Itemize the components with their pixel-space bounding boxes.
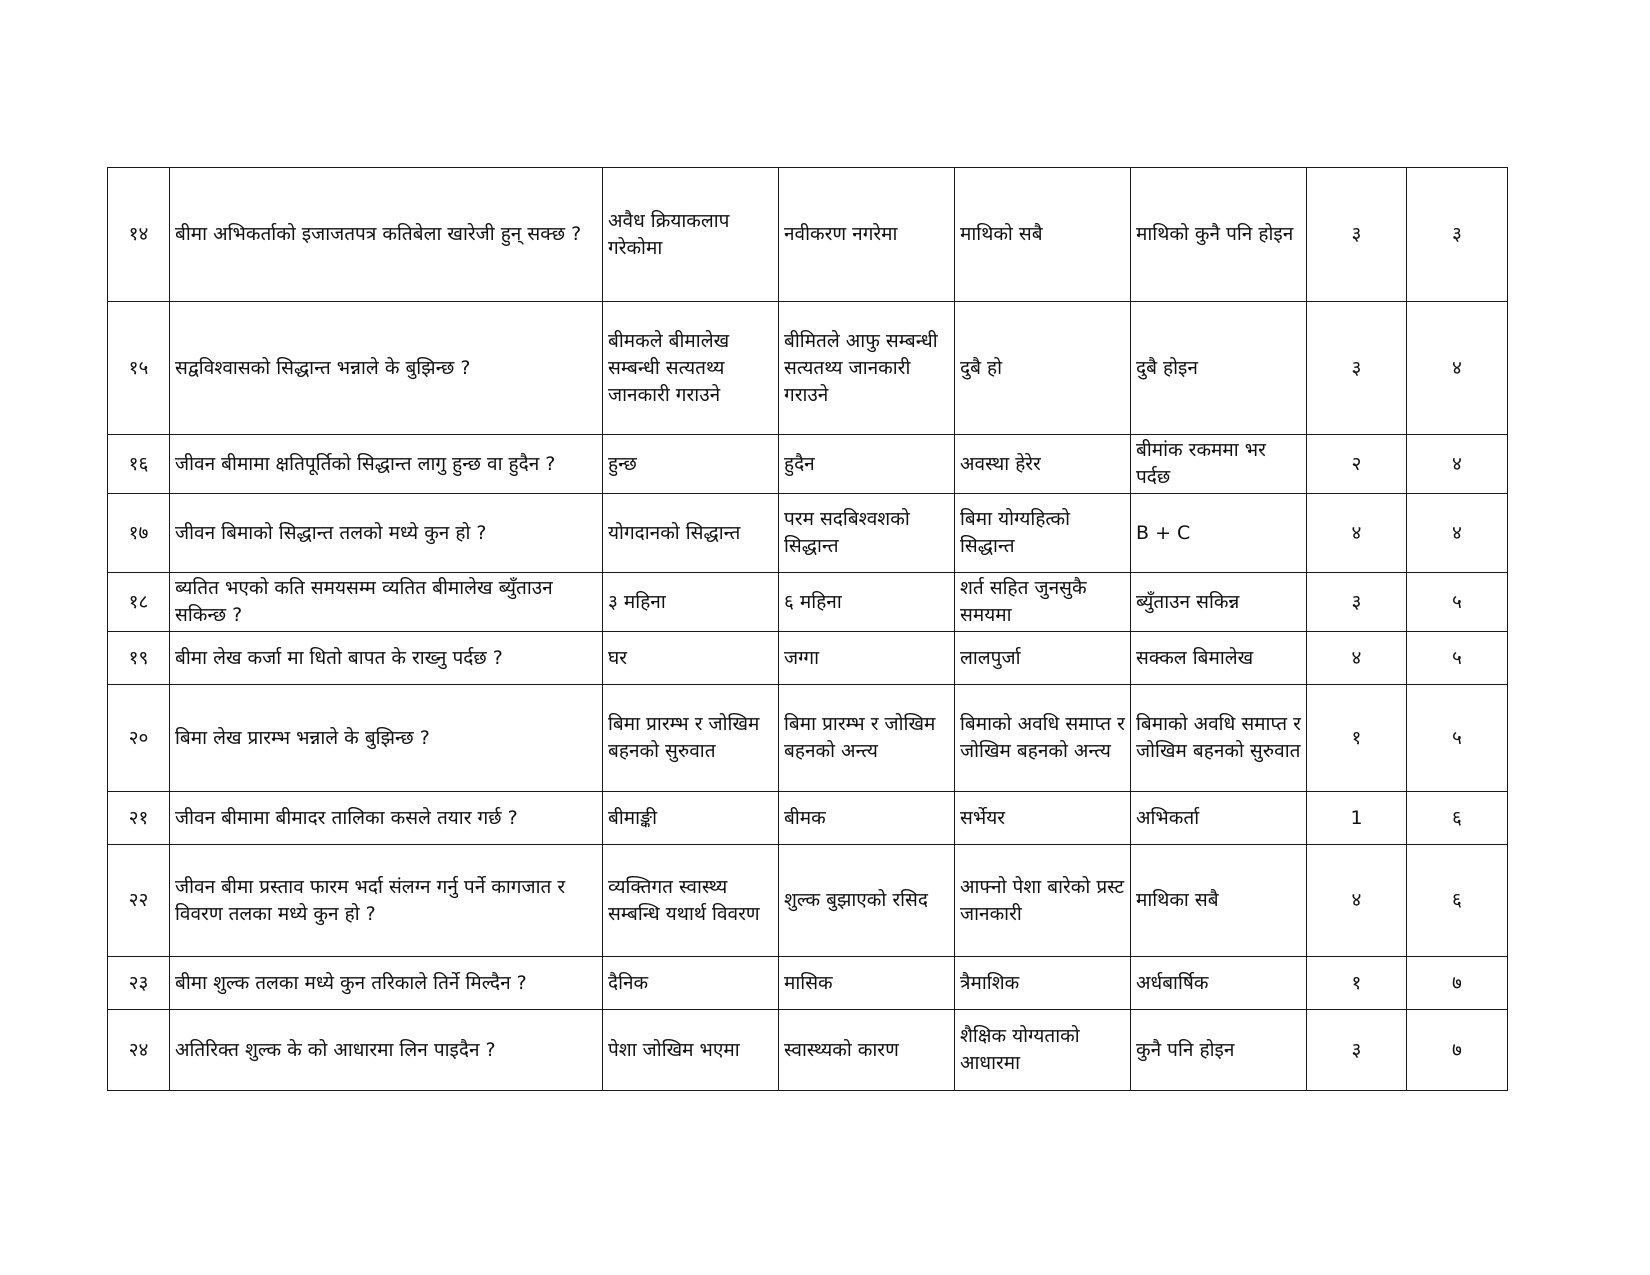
option-a: बीमाङ्की [603, 792, 779, 845]
question-text: सद्वविश्वासको सिद्धान्त भन्नाले के बुझिन्छ ? [170, 302, 603, 435]
table-row [108, 494, 1508, 573]
question-number: २४ [108, 1010, 170, 1091]
table-row [108, 632, 1508, 685]
answer-cell: ३ [1307, 302, 1407, 435]
option-c: आफ्नो पेशा बारेको प्रस्ट जानकारी [955, 845, 1131, 957]
chapter-cell: ६ [1407, 845, 1508, 957]
option-c: अवस्था हेरेर [955, 435, 1131, 494]
option-c: त्रैमाशिक [955, 957, 1131, 1010]
question-number: १५ [108, 302, 170, 435]
answer-cell: ३ [1307, 573, 1407, 632]
question-number: १८ [108, 573, 170, 632]
table-row [108, 845, 1508, 957]
chapter-cell: ७ [1407, 1010, 1508, 1091]
option-b: ६ महिना [779, 573, 955, 632]
option-a: बीमकले बीमालेख सम्बन्धी सत्यतथ्य जानकारी गराउने [603, 302, 779, 435]
option-a: दैनिक [603, 957, 779, 1010]
question-number: २३ [108, 957, 170, 1010]
option-c: माथिको सबै [955, 168, 1131, 302]
option-a: ३ महिना [603, 573, 779, 632]
answer-cell: ४ [1307, 494, 1407, 573]
table-row [108, 792, 1508, 845]
answer-cell: ४ [1307, 632, 1407, 685]
option-a: अवैध क्रियाकलाप गरेकोमा [603, 168, 779, 302]
option-b: जग्गा [779, 632, 955, 685]
question-text: जीवन बीमामा क्षतिपूर्तिको सिद्धान्त लागु हुन्छ वा हुदैन ? [170, 435, 603, 494]
answer-cell: १ [1307, 685, 1407, 792]
question-text: अतिरिक्त शुल्क के को आधारमा लिन पाइदैन ? [170, 1010, 603, 1091]
question-number: २२ [108, 845, 170, 957]
chapter-cell: ४ [1407, 302, 1508, 435]
question-table [107, 167, 1508, 1091]
question-number: २१ [108, 792, 170, 845]
question-text: बीमा शुल्क तलका मध्ये कुन तरिकाले तिर्ने मिल्दैन ? [170, 957, 603, 1010]
table-row [108, 302, 1508, 435]
option-a: व्यक्तिगत स्वास्थ्य सम्बन्धि यथार्थ विवरण [603, 845, 779, 957]
chapter-cell: ४ [1407, 435, 1508, 494]
option-b: परम सदबिश्वशको सिद्धान्त [779, 494, 955, 573]
chapter-cell: ६ [1407, 792, 1508, 845]
question-text: बीमा लेख कर्जा मा धितो बापत के राख्नु पर्दछ ? [170, 632, 603, 685]
option-c: दुबै हो [955, 302, 1131, 435]
option-d: B + C [1131, 494, 1307, 573]
option-d: अभिकर्ता [1131, 792, 1307, 845]
chapter-cell: ३ [1407, 168, 1508, 302]
option-d: बिमाको अवधि समाप्त र जोखिम बहनको सुरुवात [1131, 685, 1307, 792]
option-b: शुल्क बुझाएको रसिद [779, 845, 955, 957]
option-d: ब्युँताउन सकिन्न [1131, 573, 1307, 632]
table-row [108, 1010, 1508, 1091]
option-b: बीमितले आफु सम्बन्धी सत्यतथ्य जानकारी गराउने [779, 302, 955, 435]
table-row [108, 957, 1508, 1010]
option-a: पेशा जोखिम भएमा [603, 1010, 779, 1091]
option-a: बिमा प्रारम्भ र जोखिम बहनको सुरुवात [603, 685, 779, 792]
answer-cell: ३ [1307, 1010, 1407, 1091]
option-d: सक्कल बिमालेख [1131, 632, 1307, 685]
answer-cell: १ [1307, 957, 1407, 1010]
question-rows [108, 168, 1508, 1091]
answer-cell: 1 [1307, 792, 1407, 845]
table-row [108, 573, 1508, 632]
option-b: नवीकरण नगरेमा [779, 168, 955, 302]
option-a: हुन्छ [603, 435, 779, 494]
table-row [108, 435, 1508, 494]
question-text: जीवन बीमामा बीमादर तालिका कसले तयार गर्छ ? [170, 792, 603, 845]
question-text: जीवन बीमा प्रस्ताव फारम भर्दा संलग्न गर्नु पर्ने कागजात र विवरण तलका मध्ये कुन हो ? [170, 845, 603, 957]
option-c: लालपुर्जा [955, 632, 1131, 685]
chapter-cell: ५ [1407, 632, 1508, 685]
question-text: बीमा अभिकर्ताको इजाजतपत्र कतिबेला खारेजी हुन् सक्छ ? [170, 168, 603, 302]
chapter-cell: ७ [1407, 957, 1508, 1010]
question-number: १७ [108, 494, 170, 573]
question-text: ब्यतित भएको कति समयसम्म व्यतित बीमालेख ब्युँताउन सकिन्छ ? [170, 573, 603, 632]
option-b: स्वास्थ्यको कारण [779, 1010, 955, 1091]
question-number: २० [108, 685, 170, 792]
option-b: हुदैन [779, 435, 955, 494]
chapter-cell: ५ [1407, 573, 1508, 632]
option-b: बीमक [779, 792, 955, 845]
option-a: घर [603, 632, 779, 685]
option-d: माथिको कुनै पनि होइन [1131, 168, 1307, 302]
chapter-cell: ५ [1407, 685, 1508, 792]
question-text: जीवन बिमाको सिद्धान्त तलको मध्ये कुन हो ? [170, 494, 603, 573]
answer-cell: २ [1307, 435, 1407, 494]
option-c: शर्त सहित जुनसुकै समयमा [955, 573, 1131, 632]
option-c: बिमाको अवधि समाप्त र जोखिम बहनको अन्त्य [955, 685, 1131, 792]
option-b: बिमा प्रारम्भ र जोखिम बहनको अन्त्य [779, 685, 955, 792]
question-number: १९ [108, 632, 170, 685]
option-b: मासिक [779, 957, 955, 1010]
option-c: बिमा योग्यहित्को सिद्धान्त [955, 494, 1131, 573]
table-row [108, 685, 1508, 792]
option-d: बीमांक रकममा भर पर्दछ [1131, 435, 1307, 494]
table-row [108, 168, 1508, 302]
answer-cell: ४ [1307, 845, 1407, 957]
answer-cell: ३ [1307, 168, 1407, 302]
question-number: १६ [108, 435, 170, 494]
option-c: शैक्षिक योग्यताको आधारमा [955, 1010, 1131, 1091]
option-d: माथिका सबै [1131, 845, 1307, 957]
option-c: सर्भेयर [955, 792, 1131, 845]
option-d: अर्धबार्षिक [1131, 957, 1307, 1010]
option-d: कुनै पनि होइन [1131, 1010, 1307, 1091]
question-number: १४ [108, 168, 170, 302]
chapter-cell: ४ [1407, 494, 1508, 573]
question-text: बिमा लेख प्रारम्भ भन्नाले के बुझिन्छ ? [170, 685, 603, 792]
option-a: योगदानको सिद्धान्त [603, 494, 779, 573]
option-d: दुबै होइन [1131, 302, 1307, 435]
